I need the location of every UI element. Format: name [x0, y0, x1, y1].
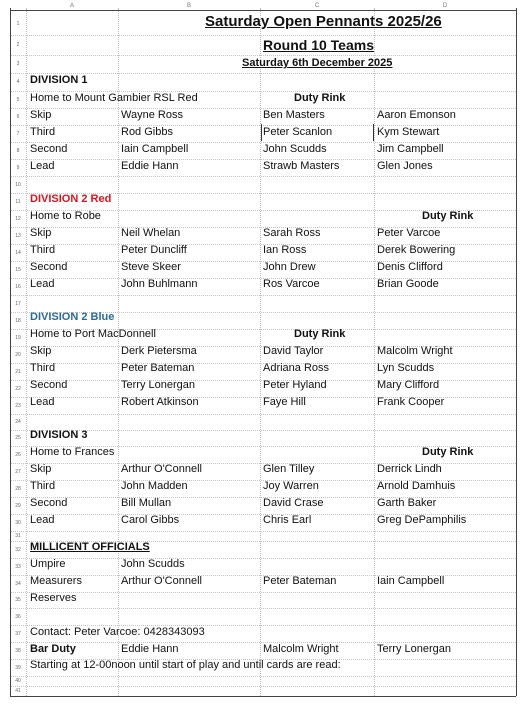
measurer-1: Arthur O'Connell	[121, 575, 202, 587]
measurers-label: Measurers	[30, 575, 82, 587]
column-header-a[interactable]: A	[69, 3, 74, 9]
row-number[interactable]: 8	[16, 147, 20, 154]
player-d: Mary Clifford	[377, 379, 440, 391]
reserves-label: Reserves	[30, 592, 77, 604]
player-b: Wayne Ross	[121, 109, 183, 121]
column-gridline	[516, 8, 517, 696]
position-label: Second	[30, 379, 68, 391]
row-number[interactable]: 21	[15, 368, 21, 375]
player-c: John Drew	[263, 261, 316, 273]
player-b: Steve Skeer	[121, 261, 181, 273]
sheet-bottom-border	[10, 696, 516, 697]
player-d: Garth Baker	[377, 497, 437, 509]
division-3-home: Home to Frances	[30, 446, 115, 458]
date-title: Saturday 6th December 2025	[242, 57, 393, 69]
player-c: Faye Hill	[263, 396, 306, 408]
bar-duty-name-1: Eddie Hann	[121, 643, 179, 655]
row-gridline	[10, 35, 516, 36]
row-gridline	[10, 55, 516, 56]
measurer-3: Iain Campbell	[377, 575, 445, 587]
row-number[interactable]: 16	[15, 283, 21, 290]
row-number[interactable]: 31	[15, 533, 21, 539]
row-number[interactable]: 29	[15, 502, 21, 509]
player-b: Peter Bateman	[121, 362, 195, 374]
sheet-title: Saturday Open Pennants 2025/26	[205, 13, 442, 30]
row-number[interactable]: 22	[15, 385, 21, 392]
row-gridline	[10, 676, 516, 677]
division-2-blue-home: Home to Port MacDonnell	[30, 328, 156, 340]
player-d: Aaron Emonson	[377, 109, 456, 121]
player-b: John Buhlmann	[121, 278, 198, 290]
row-number[interactable]: 27	[15, 468, 21, 475]
player-d: Derek Bowering	[377, 244, 456, 256]
row-number[interactable]: 3	[16, 61, 20, 67]
row-number[interactable]: 18	[15, 317, 21, 324]
player-b: Carol Gibbs	[121, 514, 180, 526]
row-number[interactable]: 40	[15, 678, 21, 684]
player-c: Peter Hyland	[263, 379, 327, 391]
row-gridline	[10, 295, 516, 296]
player-d: Derrick Lindh	[377, 463, 442, 475]
officials-heading: MILLICENT OFFICIALS	[30, 541, 150, 553]
player-d: Kym Stewart	[377, 126, 440, 138]
position-label: Lead	[30, 278, 55, 290]
player-b: John Madden	[121, 480, 188, 492]
player-b: Peter Duncliff	[121, 244, 187, 256]
division-2-blue-heading: DIVISION 2 Blue	[30, 311, 115, 323]
row-number[interactable]: 1	[16, 20, 20, 27]
bar-duty-name-3: Terry Lonergan	[377, 643, 451, 655]
player-c: Ben Masters	[263, 109, 325, 121]
row-number[interactable]: 7	[16, 130, 20, 137]
row-number[interactable]: 37	[15, 630, 21, 637]
player-d: Arnold Damhuis	[377, 480, 456, 492]
row-number[interactable]: 28	[15, 485, 21, 492]
row-number[interactable]: 25	[15, 435, 21, 441]
row-number[interactable]: 32	[15, 546, 21, 553]
position-label: Lead	[30, 160, 55, 172]
round-title: Round 10 Teams	[263, 37, 374, 53]
player-b: Arthur O'Connell	[121, 463, 202, 475]
row-number[interactable]: 9	[16, 164, 20, 171]
row-number[interactable]: 12	[15, 215, 21, 222]
division-1-home: Home to Mount Gambier RSL Red	[30, 92, 198, 104]
position-label: Lead	[30, 396, 55, 408]
position-label: Second	[30, 143, 68, 155]
player-c: Glen Tilley	[263, 463, 315, 475]
row-number[interactable]: 4	[16, 79, 20, 85]
division-2-blue-duty-rink: Duty Rink	[294, 328, 346, 340]
selected-cell-outline	[261, 124, 374, 141]
division-1-duty-rink: Duty Rink	[294, 92, 346, 104]
row-number[interactable]: 17	[15, 300, 21, 307]
player-b: Eddie Hann	[121, 160, 179, 172]
position-label: Skip	[30, 463, 52, 475]
column-gridline	[26, 8, 27, 696]
position-label: Skip	[30, 109, 52, 121]
row-number[interactable]: 35	[15, 597, 21, 603]
player-d: Jim Campbell	[377, 143, 444, 155]
player-c: David Crase	[263, 497, 324, 509]
row-number[interactable]: 33	[15, 563, 21, 570]
row-gridline	[10, 608, 516, 609]
position-label: Second	[30, 497, 68, 509]
row-number[interactable]: 19	[15, 334, 21, 341]
row-number[interactable]: 24	[15, 419, 21, 425]
player-d: Lyn Scudds	[377, 362, 435, 374]
bar-duty-label: Bar Duty	[30, 643, 76, 655]
player-d: Glen Jones	[377, 160, 433, 172]
row-number[interactable]: 5	[16, 96, 20, 103]
measurer-2: Peter Bateman	[263, 575, 337, 587]
row-number[interactable]: 36	[15, 613, 21, 620]
row-number[interactable]: 41	[15, 688, 21, 694]
position-label: Lead	[30, 514, 55, 526]
bar-duty-name-2: Malcolm Wright	[263, 643, 339, 655]
player-d: Frank Cooper	[377, 396, 445, 408]
player-c: John Scudds	[263, 143, 327, 155]
player-b: Iain Campbell	[121, 143, 189, 155]
position-label: Second	[30, 261, 68, 273]
player-c: Peter Scanlon	[263, 126, 333, 138]
division-3-heading: DIVISION 3	[30, 429, 88, 441]
row-number[interactable]: 6	[16, 113, 20, 120]
player-b: Neil Whelan	[121, 227, 181, 239]
player-c: Sarah Ross	[263, 227, 321, 239]
row-number[interactable]: 14	[15, 249, 21, 256]
row-number[interactable]: 23	[15, 402, 21, 409]
row-number[interactable]: 39	[15, 664, 21, 671]
row-number[interactable]: 10	[15, 181, 21, 188]
row-gridline	[10, 592, 516, 593]
bar-duty-note: Starting at 12-00noon until start of play and until cards are read:	[30, 659, 341, 671]
player-c: David Taylor	[263, 345, 324, 357]
player-c: Ian Ross	[263, 244, 307, 256]
header-divider	[10, 10, 516, 11]
row-number[interactable]: 15	[15, 266, 21, 273]
player-b: Robert Atkinson	[121, 396, 199, 408]
player-c: Strawb Masters	[263, 160, 340, 172]
player-b: Rod Gibbs	[121, 126, 173, 138]
player-d: Brian Goode	[377, 278, 439, 290]
player-d: Greg DePamphilis	[377, 514, 467, 526]
position-label: Third	[30, 480, 56, 492]
player-d: Malcolm Wright	[377, 345, 453, 357]
row-number[interactable]: 38	[15, 647, 21, 654]
column-header-b[interactable]: B	[186, 3, 191, 9]
division-2-red-heading: DIVISION 2 Red	[30, 193, 112, 205]
position-label: Third	[30, 362, 56, 374]
division-1-heading: DIVISION 1	[30, 74, 88, 86]
position-label: Third	[30, 244, 56, 256]
row-number[interactable]: 13	[15, 232, 21, 239]
player-b: Bill Mullan	[121, 497, 172, 509]
position-label: Skip	[30, 227, 52, 239]
row-gridline	[10, 176, 516, 177]
position-label: Third	[30, 126, 56, 138]
player-c: Chris Earl	[263, 514, 312, 526]
row-gridline	[10, 686, 516, 687]
umpire-label: Umpire	[30, 558, 66, 570]
row-number[interactable]: 11	[15, 198, 21, 205]
player-d: Denis Clifford	[377, 261, 443, 273]
player-c: Joy Warren	[263, 480, 319, 492]
division-2-red-duty-rink: Duty Rink	[422, 210, 474, 222]
row-gridline	[10, 414, 516, 415]
row-number[interactable]: 34	[15, 580, 21, 587]
row-number[interactable]: 26	[15, 451, 21, 458]
player-c: Ros Varcoe	[263, 278, 320, 290]
column-header-c[interactable]: C	[314, 3, 320, 9]
row-number[interactable]: 20	[15, 351, 21, 358]
contact-line: Contact: Peter Varcoe: 0428343093	[30, 626, 205, 638]
player-c: Adriana Ross	[263, 362, 330, 374]
player-b: Terry Lonergan	[121, 379, 195, 391]
row-gridline	[10, 531, 516, 532]
row-number[interactable]: 2	[16, 42, 20, 48]
umpire-name: John Scudds	[121, 558, 185, 570]
column-gridline	[10, 8, 11, 696]
row-number[interactable]: 30	[15, 519, 21, 526]
player-d: Peter Varcoe	[377, 227, 441, 239]
row-gridline	[10, 558, 516, 559]
division-3-duty-rink: Duty Rink	[422, 446, 474, 458]
division-2-red-home: Home to Robe	[30, 210, 101, 222]
player-b: Derk Pietersma	[121, 345, 197, 357]
position-label: Skip	[30, 345, 52, 357]
column-header-d[interactable]: D	[442, 3, 448, 9]
